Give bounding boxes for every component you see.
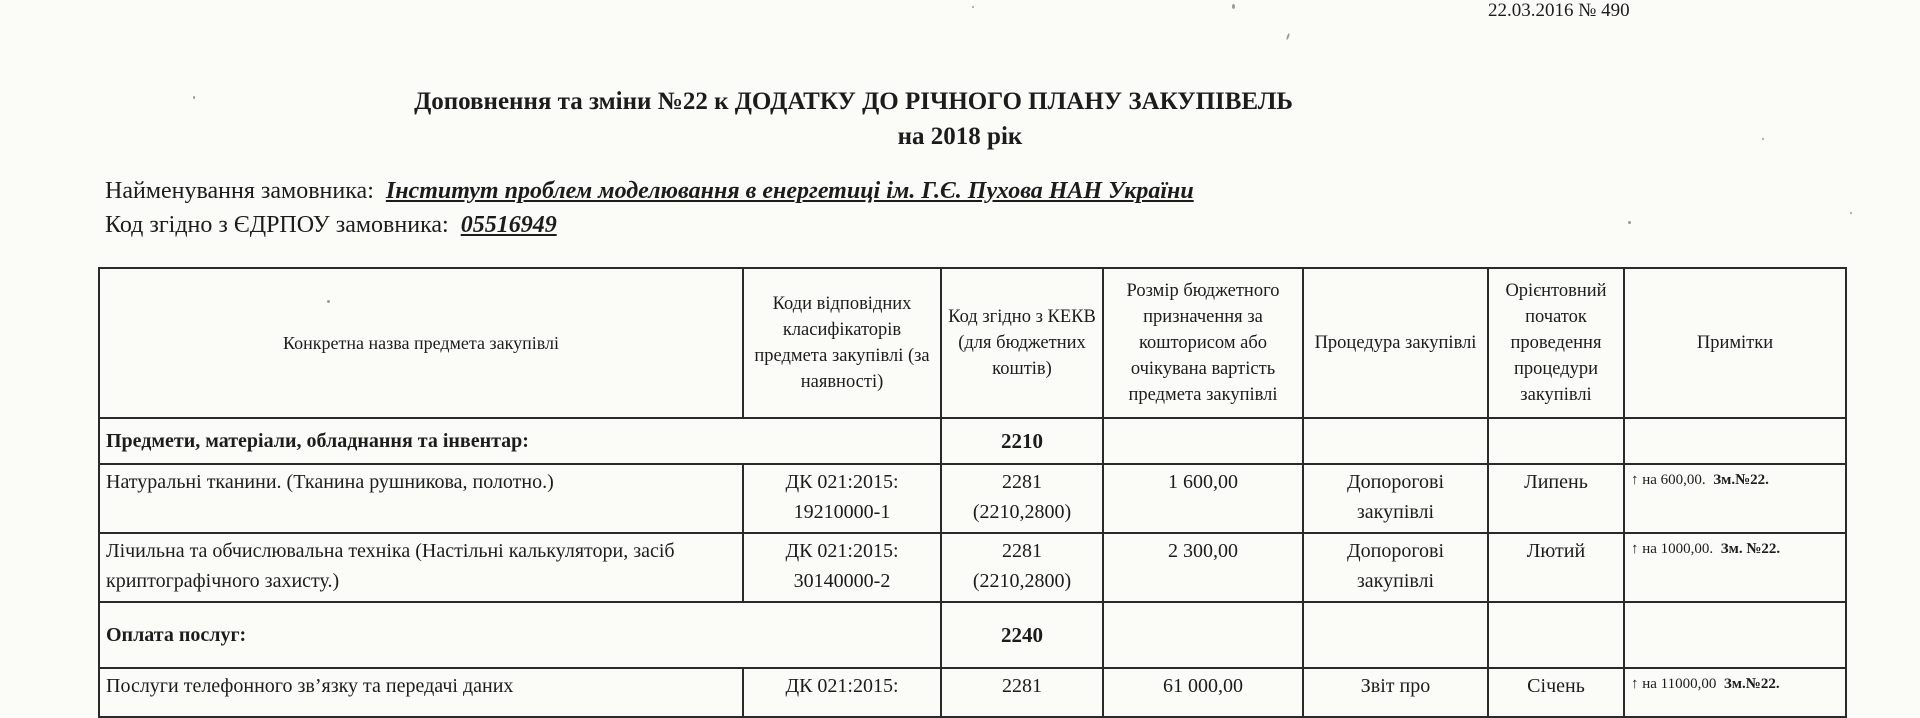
empty-cell	[1488, 418, 1624, 464]
note-change: ↑ на 600,00.	[1631, 472, 1706, 488]
item-note	[1624, 668, 1846, 717]
procedure-line: закупівлі	[1356, 570, 1435, 592]
item-start: Січень	[1488, 668, 1624, 717]
empty-cell	[1624, 418, 1846, 464]
kekv-line: 2281	[1002, 540, 1042, 562]
scan-speck	[972, 6, 974, 8]
item-note	[1624, 533, 1846, 602]
customer-name-line	[105, 178, 1194, 205]
document-title-line2: на 2018 рік	[897, 123, 1023, 150]
procurement-plan-table	[98, 267, 1847, 718]
table-row	[99, 464, 1846, 533]
code-line: 19210000-1	[793, 501, 891, 523]
empty-cell	[1624, 602, 1846, 668]
decree-date-number: 22.03.2016 № 490	[1488, 0, 1630, 21]
item-amount: 61 000,00	[1103, 668, 1303, 717]
header-item-name: Конкретна назва предмета закупівлі	[99, 268, 743, 418]
customer-code-line	[105, 212, 557, 239]
header-classifier-codes: Коди відповідних класифікаторів предмета закупівлі (за наявності)	[743, 268, 941, 418]
code-line: ДК 021:2015:	[785, 540, 899, 562]
section-row	[99, 418, 1846, 464]
item-start: Липень	[1488, 464, 1624, 533]
item-kekv	[941, 668, 1103, 717]
item-name: Послуги телефонного зв’язку та передачі даних	[99, 668, 743, 717]
procedure-line: Допорогові	[1346, 471, 1445, 493]
item-procedure	[1303, 533, 1488, 602]
kekv-line: (2210,2800)	[972, 570, 1072, 592]
kekv-line: 2281	[1002, 675, 1042, 697]
code-line: ДК 021:2015:	[785, 675, 899, 697]
header-budget-amount: Розмір бюджетного призначення за кошторисом або очікувана вартість предмета закупівлі	[1103, 268, 1303, 418]
note-ref: Зм.№22.	[1723, 676, 1780, 692]
customer-name-value: Інститут проблем моделювання в енергетиці ім. Г.Є. Пухова НАН України	[385, 178, 1194, 204]
section-kekv: 2240	[941, 602, 1103, 668]
table-row	[99, 668, 1846, 717]
empty-cell	[1303, 418, 1488, 464]
empty-cell	[1103, 418, 1303, 464]
kekv-line: 2281	[1002, 471, 1042, 493]
item-amount: 1 600,00	[1103, 464, 1303, 533]
item-procedure	[1303, 464, 1488, 533]
table-row	[99, 533, 1846, 602]
section-title: Оплата послуг:	[99, 602, 941, 668]
scan-speck	[1628, 221, 1631, 224]
item-note	[1624, 464, 1846, 533]
section-title: Предмети, матеріали, обладнання та інвентар:	[99, 418, 941, 464]
header-kekv-code: Код згідно з КЕКВ (для бюджетних коштів)	[941, 268, 1103, 418]
kekv-line: (2210,2800)	[972, 501, 1072, 523]
document-title	[0, 84, 1920, 154]
section-row	[99, 602, 1846, 668]
note-change: ↑ на 11000,00	[1631, 676, 1717, 692]
item-classifier-code	[743, 533, 941, 602]
procedure-line: Допорогові	[1346, 540, 1445, 562]
note-ref: Зм.№22.	[1713, 472, 1769, 488]
scan-speck	[1232, 4, 1235, 9]
item-kekv	[941, 533, 1103, 602]
item-name: Натуральні тканини. (Тканина рушникова, полотно.)	[99, 464, 743, 533]
empty-cell	[1103, 602, 1303, 668]
table-header-row	[99, 268, 1846, 418]
document-title-line1: Доповнення та зміни №22 к ДОДАТКУ ДО РІЧНОГО ПЛАНУ ЗАКУПІВЕЛЬ	[414, 88, 1293, 115]
item-name: Лічильна та обчислювальна техніка (Настільні калькулятори, засіб криптографічного захисту.)	[99, 533, 743, 602]
customer-code-value: 05516949	[460, 212, 557, 238]
item-amount: 2 300,00	[1103, 533, 1303, 602]
code-line: ДК 021:2015:	[785, 471, 899, 493]
item-start: Лютий	[1488, 533, 1624, 602]
scan-speck	[1850, 212, 1852, 214]
header-procedure: Процедура закупівлі	[1303, 268, 1488, 418]
scan-speck	[1286, 33, 1290, 40]
note-change: ↑ на 1000,00.	[1631, 541, 1714, 557]
customer-name-label: Найменування замовника:	[105, 178, 374, 204]
header-start-date: Орієнтовний початок проведення процедури закупівлі	[1488, 268, 1624, 418]
customer-code-label: Код згідно з ЄДРПОУ замовника:	[105, 212, 449, 238]
procedure-line: закупівлі	[1356, 501, 1435, 523]
code-line: 30140000-2	[793, 570, 891, 592]
item-classifier-code	[743, 464, 941, 533]
item-procedure	[1303, 668, 1488, 717]
header-notes: Примітки	[1624, 268, 1846, 418]
item-classifier-code	[743, 668, 941, 717]
procedure-line: Звіт про	[1360, 675, 1431, 697]
note-ref: Зм. №22.	[1720, 541, 1781, 557]
empty-cell	[1303, 602, 1488, 668]
empty-cell	[1488, 602, 1624, 668]
section-kekv: 2210	[941, 418, 1103, 464]
item-kekv	[941, 464, 1103, 533]
